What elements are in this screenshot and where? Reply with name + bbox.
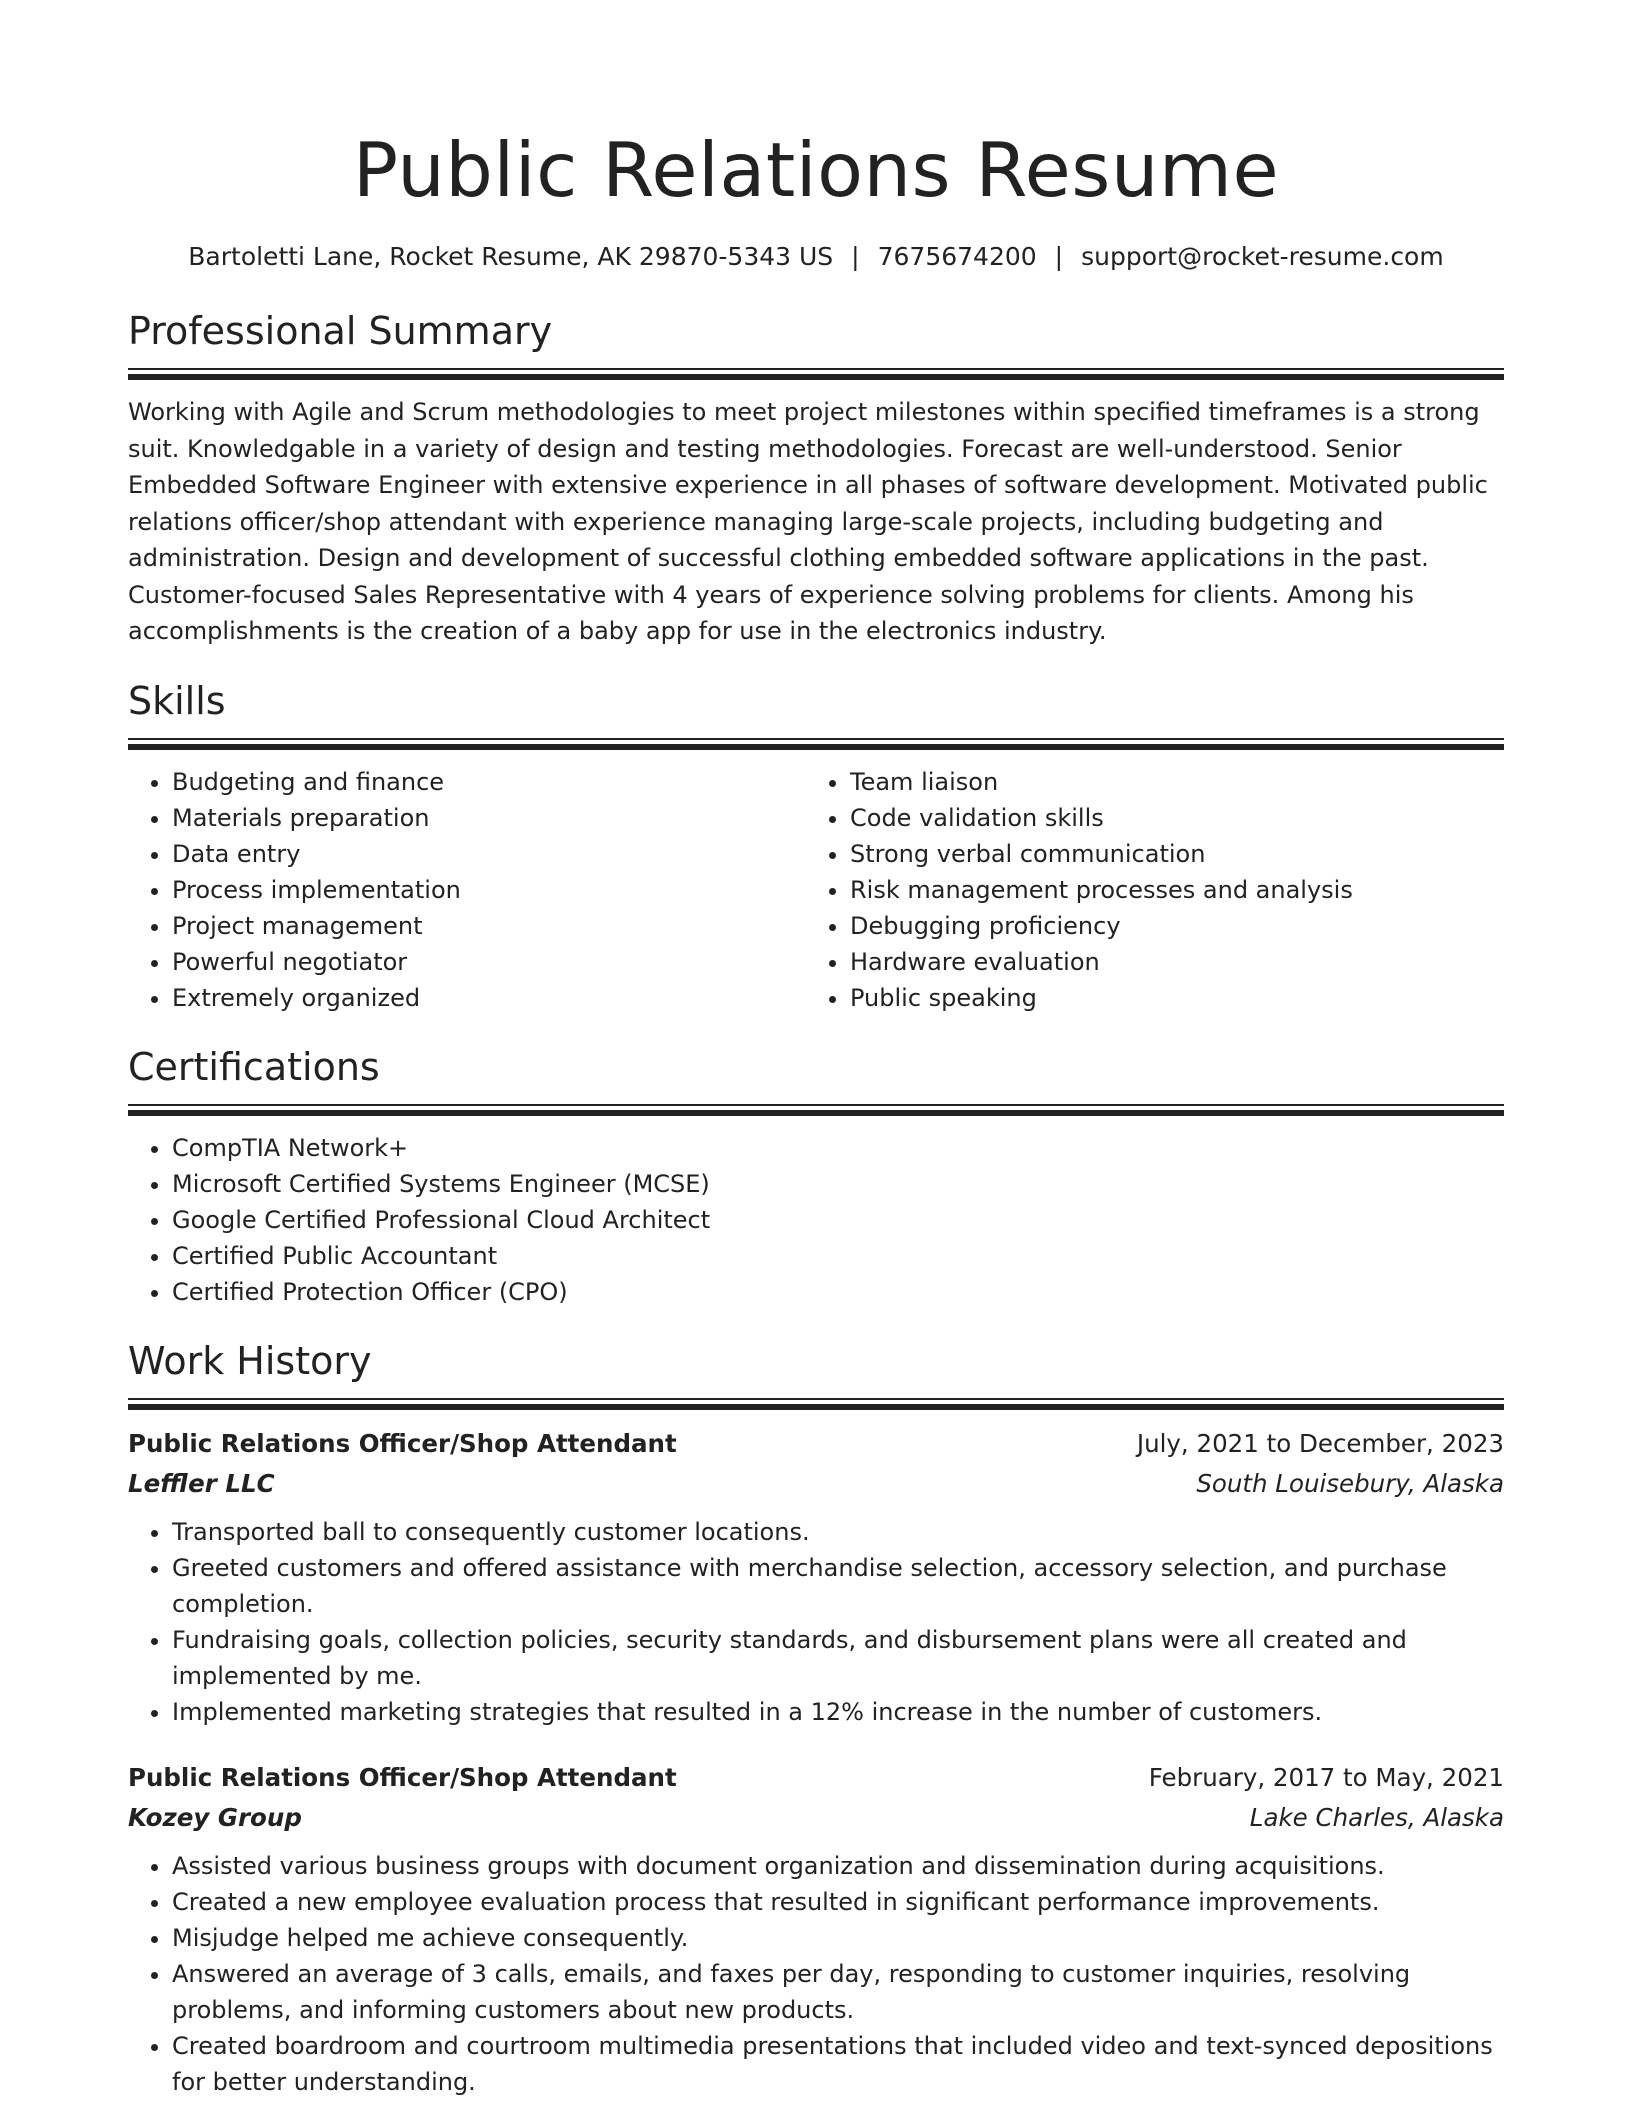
job-bullets xyxy=(128,1514,1504,1730)
job-bullet: • Implemented marketing strategies that resulted in a 12% increase in the number of customers. xyxy=(172,1694,1504,1730)
skill-item: • Budgeting and finance xyxy=(172,764,806,800)
skills-section xyxy=(128,676,1504,1016)
job-bullet: • Assisted various business groups with document organization and dissemination during acquisitions. xyxy=(172,1848,1504,1884)
contact-phone: 7675674200 xyxy=(877,242,1037,271)
job-header xyxy=(128,1424,1504,1464)
work-history-heading: Work History xyxy=(128,1338,372,1383)
job-entry xyxy=(128,1424,1504,1730)
skill-item: • Code validation skills xyxy=(850,800,1484,836)
skills-list-left xyxy=(128,764,806,1016)
skill-item: • Project management xyxy=(172,908,806,944)
job-subheader xyxy=(128,1464,1504,1504)
resume-title: Public Relations Resume xyxy=(352,126,1280,214)
job-bullet: • Answered an average of 3 calls, emails, and faxes per day, responding to customer inquiries, resolving problems, and informing customers about new products. xyxy=(172,1956,1504,2028)
skills-columns xyxy=(128,764,1504,1016)
resume-page xyxy=(128,0,1504,2100)
contact-separator: | xyxy=(1054,242,1064,271)
skill-item: • Debugging proficiency xyxy=(850,908,1484,944)
job-location: Lake Charles, Alaska xyxy=(1249,1802,1504,1832)
job-bullet: • Created a new employee evaluation process that resulted in significant performance improvements. xyxy=(172,1884,1504,1920)
certification-item: • CompTIA Network+ xyxy=(172,1130,1504,1166)
skill-item: • Materials preparation xyxy=(172,800,806,836)
skill-item: • Powerful negotiator xyxy=(172,944,806,980)
skill-item: • Hardware evaluation xyxy=(850,944,1484,980)
job-bullet: • Greeted customers and offered assistance with merchandise selection, accessory selection, and purchase completion. xyxy=(172,1550,1504,1622)
work-history-section xyxy=(128,1336,1504,2100)
job-bullet: • Fundraising goals, collection policies, security standards, and disbursement plans were all created and implemented by me. xyxy=(172,1622,1504,1694)
contact-line xyxy=(128,240,1504,274)
certifications-section xyxy=(128,1042,1504,1310)
certification-item: • Certified Protection Officer (CPO) xyxy=(172,1274,1504,1310)
certifications-heading: Certifications xyxy=(128,1044,380,1089)
certification-item: • Microsoft Certified Systems Engineer (MCSE) xyxy=(172,1166,1504,1202)
contact-address: Bartoletti Lane, Rocket Resume, AK 29870-5343 US xyxy=(188,242,834,271)
skill-item: • Extremely organized xyxy=(172,980,806,1016)
job-dates: July, 2021 to December, 2023 xyxy=(1136,1428,1504,1458)
job-company: Kozey Group xyxy=(128,1802,302,1832)
summary-text: Working with Agile and Scrum methodologies to meet project milestones within specified timeframes is a strong suit. Knowledgable in a variety of design and testing methodologies. Forecast are well-understood. Senior Embedded Software Engineer with extensive experience in all phases of software development. Motivated public relations officer/shop attendant with experience managing large-scale projects, including budgeting and administration. Design and development of successful clothing embedded software applications in the past. Customer-focused Sales Representative with 4 years of experience solving problems for clients. Among his accomplishments is the creation of a baby app for use in the electronics industry. xyxy=(128,398,1488,645)
job-dates: February, 2017 to May, 2021 xyxy=(1148,1762,1504,1792)
section-divider xyxy=(128,1104,1504,1116)
job-title: Public Relations Officer/Shop Attendant xyxy=(128,1762,677,1792)
skill-item: • Risk management processes and analysis xyxy=(850,872,1484,908)
job-bullet: • Transported ball to consequently customer locations. xyxy=(172,1514,1504,1550)
job-subheader xyxy=(128,1798,1504,1838)
contact-email: support@rocket-resume.com xyxy=(1081,242,1444,271)
job-bullet: • Misjudge helped me achieve consequently. xyxy=(172,1920,1504,1956)
contact-separator: | xyxy=(851,242,860,271)
job-bullets xyxy=(128,1848,1504,2100)
skills-heading: Skills xyxy=(128,678,226,723)
certification-item: • Google Certified Professional Cloud Architect xyxy=(172,1202,1504,1238)
skills-list-right xyxy=(806,764,1484,1016)
skill-item: • Team liaison xyxy=(850,764,1484,800)
job-header xyxy=(128,1758,1504,1798)
certifications-list xyxy=(128,1130,1504,1310)
job-location: South Louisebury, Alaska xyxy=(1196,1468,1504,1498)
summary-section xyxy=(128,306,1504,650)
skill-item: • Public speaking xyxy=(850,980,1484,1016)
section-divider xyxy=(128,1398,1504,1410)
job-title: Public Relations Officer/Shop Attendant xyxy=(128,1428,677,1458)
summary-heading: Professional Summary xyxy=(128,309,553,353)
skill-item: • Strong verbal communication xyxy=(850,836,1484,872)
certification-item: • Certified Public Accountant xyxy=(172,1238,1504,1274)
job-bullet: • Created boardroom and courtroom multimedia presentations that included video and text-synced depositions for better understanding. xyxy=(172,2028,1504,2100)
job-entry xyxy=(128,1758,1504,2100)
section-divider xyxy=(128,738,1504,750)
skill-item: • Process implementation xyxy=(172,872,806,908)
section-divider xyxy=(128,368,1504,380)
job-company: Leffler LLC xyxy=(128,1468,275,1498)
skill-item: • Data entry xyxy=(172,836,806,872)
